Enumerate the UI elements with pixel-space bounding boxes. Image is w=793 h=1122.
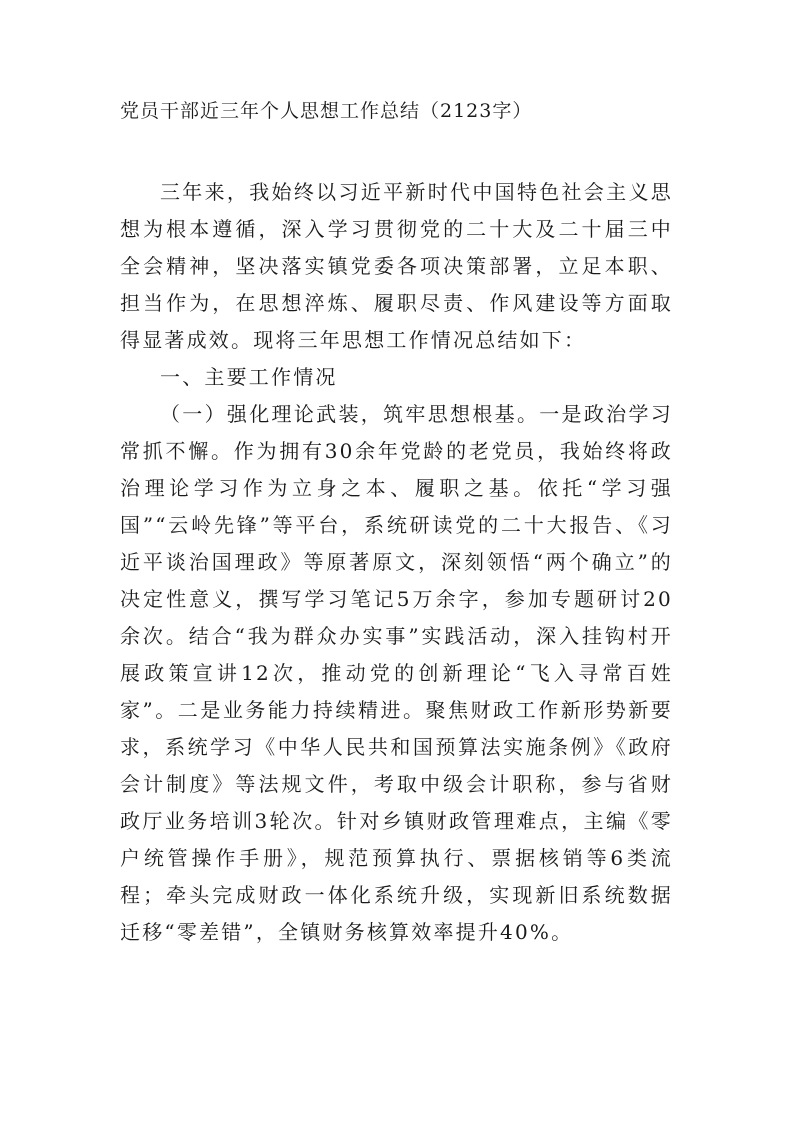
section-heading: 一、主要工作情况 — [160, 365, 338, 389]
body-paragraph: （一）强化理论武装，筑牢思想根基。一是政治学习常抓不懈。作为拥有30余年党龄的老党员，我始终将政治理论学习作为立身之本、履职之基。依托“学习强国”“云岭先锋”等平台，系统研读党的二十大报告、《习近平谈治国理政》等原著原文，深刻领悟“两个确立”的决定性意义，撰写学习笔记5万余字，参加专题研讨20余次。结合“我为群众办实事”实践活动，深入挂钩村开展政策宣讲12次，推动党的创新理论“飞入寻常百姓家”。二是业务能力持续精进。聚焦财政工作新形势新要求，系统学习《中华人民共和国预算法实施条例》《政府会计制度》等法规文件，考取中级会计职称，参与省财政厅业务培训3轮次。针对乡镇财政管理难点，主编《零户统管操作手册》，规范预算执行、票据核销等6类流程；牵头完成财政一体化系统升级，实现新旧系统数据迁移“零差错”，全镇财务核算效率提升40%。 — [120, 402, 673, 944]
intro-paragraph: 三年来，我始终以习近平新时代中国特色社会主义思想为根本遵循，深入学习贯彻党的二十大及二十届三中全会精神，坚决落实镇党委各项决策部署，立足本职、担当作为，在思想淬炼、履职尽责、作风建设等方面取得显著成效。现将三年思想工作情况总结如下： — [120, 180, 673, 352]
document-body — [120, 174, 673, 951]
document-title: 党员干部近三年个人思想工作总结（2123字） — [120, 100, 533, 122]
